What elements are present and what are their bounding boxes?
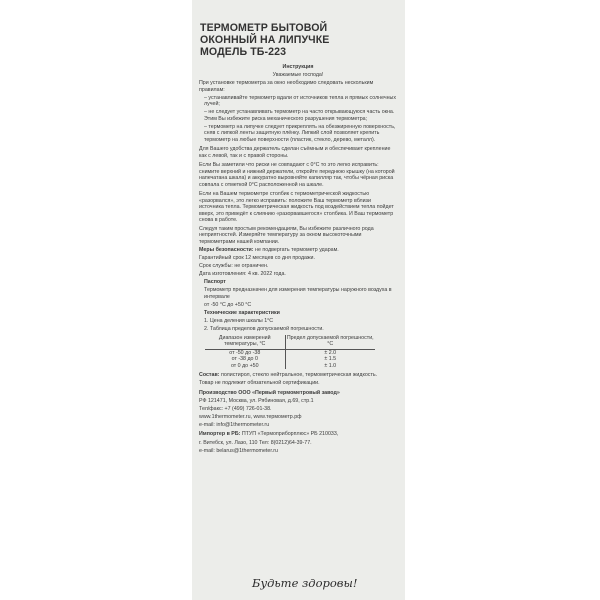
- table-row: ± 2.0: [324, 349, 337, 356]
- column-note: Если на Вашем термометре столбик с термометрической жидкостью «разорвался», это легко исправить: положите Ваш термометр вблизи источника тепла. Термометрическая жидкость под воздействием тепла пойдет вверх, это приведёт к слиянию «разорвавшегося» столбика. И Ваш термометр снова в работе.: [199, 191, 394, 224]
- table-head-error: Предел допускаемой погрешности, °С: [286, 335, 375, 350]
- table-row: от -38 до 0: [231, 356, 258, 362]
- table-head-range: Диапазон измерений температуры, °С: [205, 335, 285, 350]
- service-life: Срок службы: не ограничен.: [199, 262, 269, 269]
- importer-email: e-mail: belarus@1thermometer.ru: [199, 447, 278, 454]
- intro-text: При установке термометра за окно необходимо следовать нескольким правилам:: [199, 80, 374, 93]
- document-title: [200, 22, 397, 58]
- table-row: ± 1.5: [324, 356, 337, 362]
- manufacturer-site: www.1thermometer.ru, www.термометр.рф: [199, 413, 302, 420]
- risk-note: Если Вы заметили что риски не совпадают с 0°С то это легко исправить: снимите верхний и нижний держатели, откройте переднюю крышку (на которой напечатана шкала) и аккуратно выровняйте капилляр так, чтобы чёрная риска совпала с отметкой 0°С расположенной на шкале.: [199, 162, 395, 188]
- cert-note: Товар не подлежит обязательной сертификации.: [199, 380, 320, 387]
- importer-name: ПТУП «Термоприборплюс» РБ 210033,: [240, 431, 339, 438]
- greeting: Уважаемые господа!: [272, 72, 324, 79]
- passport-heading: Паспорт: [204, 279, 226, 286]
- specs-heading: Технические характеристики: [204, 309, 280, 316]
- rule-1: – устанавливайте термометр вдали от источников тепла и прямых солнечных лучей;: [204, 94, 396, 108]
- rule-2: – не следует устанавливать термометр на часто открывающуюся часть окна. Этим Вы избежите риска механического разрушения термометра;: [204, 109, 395, 122]
- manufacturer-email: e-mail: info@1thermometer.ru: [199, 421, 270, 428]
- error-table: [205, 335, 375, 370]
- importer-address: г. Витебск, ул. Лазо, 110 Тел: 8(0212)64-39-77.: [199, 439, 312, 446]
- title-line-2: ОКОННЫЙ НА ЛИПУЧКЕ: [200, 34, 330, 46]
- composition-label: Состав:: [199, 372, 220, 378]
- table-row: от 0 до +50: [230, 362, 259, 369]
- title-line-1: ТЕРМОМЕТР БЫТОВОЙ: [200, 22, 328, 34]
- manufacturer-label: Производство ООО «Первый термометровый завод»: [199, 389, 340, 396]
- table-row: от -50 до -38: [229, 349, 261, 356]
- spec-2: 2. Таблица пределов допускаемой погрешности.: [204, 326, 324, 332]
- document-content: [199, 22, 397, 456]
- passport-text: Термометр предназначен для измерения температуры наружного воздуха в интервале: [204, 287, 392, 300]
- manufacturer-address: РФ 121471, Москва, ул. Рябиновая, д.69, стр.1: [199, 397, 314, 404]
- follow-note: Следуя таким простым рекомендациям, Вы избежите различного рода неприятностей. Измеряйте температуру за окном высокоточными термометрами нашей компании.: [199, 225, 374, 245]
- safety-text: не подвергать термометр ударам.: [253, 246, 339, 253]
- rule-3: – термометр на липучке следует прикреплять на обезжиренную поверхность, сняв с липкой ленты защитную плёнку. Липкий слой позволяет крепить термометр на любые поверхности (пластик, стекло, дерево, металл).: [204, 123, 396, 143]
- composition-text: полистирол, стекло нейтральное, термометрическая жидкость.: [219, 372, 378, 378]
- title-line-3: МОДЕЛЬ ТБ-223: [200, 46, 287, 58]
- warranty: Гарантийный срок 12 месяцев со дня продажи.: [199, 254, 315, 261]
- holder-note: Для Вашего удобства держатель сделан съёмным и обеспечивает крепление как с левой, так и с правой стороны.: [199, 146, 391, 159]
- manufacture-date: Дата изготовления: 4 кв. 2022 года.: [199, 270, 286, 277]
- importer-label: Импортер в РБ:: [199, 431, 241, 438]
- signature: Будьте здоровы!: [252, 576, 358, 590]
- table-row: ± 1.0: [324, 362, 337, 369]
- table-col-range: [205, 335, 285, 370]
- instruction-heading: Инструкция: [282, 64, 314, 70]
- manufacturer-phone: Тел/факс: +7 (499) 726-01-38.: [199, 405, 272, 412]
- table-col-error: [285, 335, 375, 370]
- spec-1: 1. Цена деления шкалы 1°С: [204, 317, 274, 324]
- safety-label: Меры безопасности:: [199, 246, 254, 253]
- passport-range: от -50 °С до +50 °С: [204, 301, 252, 308]
